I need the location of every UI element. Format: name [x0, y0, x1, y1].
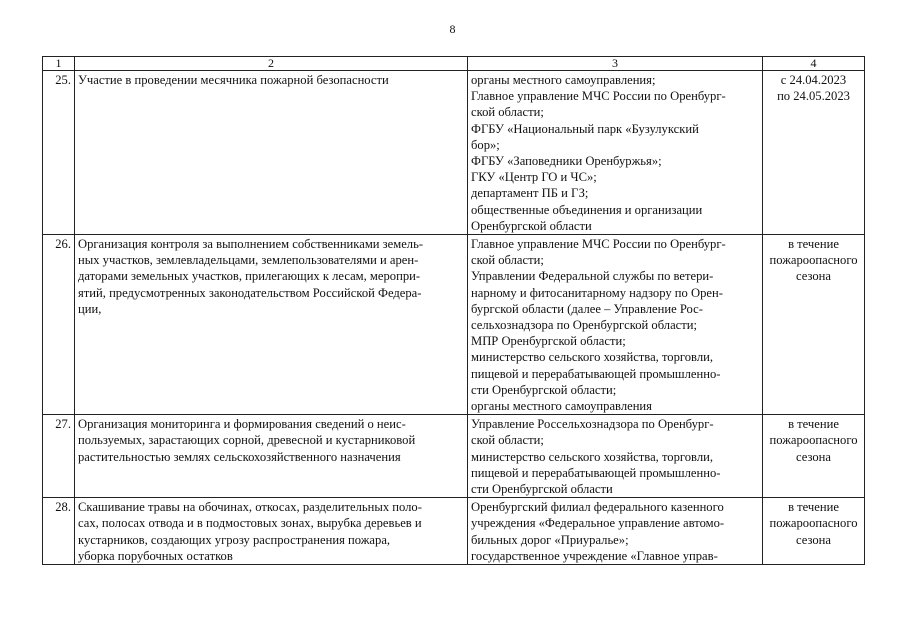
- term-line: по 24.05.2023: [777, 89, 850, 104]
- executor-line: ФГБУ «Национальный парк «Бузулукский: [471, 121, 699, 136]
- executor-line: нарному и фитосанитарному надзору по Орен-: [471, 285, 723, 300]
- term-cell: [763, 71, 865, 235]
- row-number: 27.: [43, 415, 75, 498]
- action-line: пользуемых, зарастающих сорной, древесной и кустарниковой: [78, 433, 416, 448]
- table-body: [43, 71, 865, 565]
- table-row: [43, 415, 865, 498]
- executor-line: министерство сельского хозяйства, торговли,: [471, 449, 714, 464]
- term-line: в течение: [788, 417, 839, 432]
- executor-line: Оренбургский филиал федерального казенного: [471, 500, 724, 515]
- executor-line: департамент ПБ и ГЗ;: [471, 186, 589, 201]
- term-line: сезона: [795, 269, 831, 284]
- executors-cell: [468, 71, 763, 235]
- term-cell: [763, 415, 865, 498]
- row-number: 25.: [43, 71, 75, 235]
- action-line: ции,: [78, 301, 102, 316]
- table-row: [43, 71, 865, 235]
- term-cell: [763, 235, 865, 415]
- executors-cell: [468, 235, 763, 415]
- executor-line: органы местного самоуправления;: [471, 73, 656, 87]
- row-number: 28.: [43, 498, 75, 565]
- term-cell: [763, 498, 865, 565]
- executors-cell: [468, 498, 763, 565]
- term-line: сезона: [795, 532, 831, 547]
- executor-line: ской области;: [471, 253, 544, 268]
- header-cell-3: 3: [468, 57, 763, 71]
- executor-line: Главное управление МЧС России по Оренбург-: [471, 89, 726, 104]
- action-line: уборка порубочных остатков: [78, 548, 233, 563]
- term-line: пожароопасного: [769, 516, 858, 531]
- executor-line: сти Оренбургской области: [471, 482, 613, 497]
- row-number: 26.: [43, 235, 75, 415]
- executor-line: ФГБУ «Заповедники Оренбуржья»;: [471, 154, 662, 169]
- table-row: [43, 498, 865, 565]
- executor-line: сельхознадзора по Оренбургской области;: [471, 318, 698, 333]
- executor-line: бор»;: [471, 137, 500, 152]
- executor-line: учреждения «Федеральное управление автомо-: [471, 516, 725, 531]
- term-line: пожароопасного: [769, 433, 858, 448]
- executor-line: МПР Оренбургской области;: [471, 334, 626, 349]
- executor-line: Управление Россельхознадзора по Оренбург-: [471, 417, 714, 432]
- action-line: даторами земельных участков, прилегающих к лесам, меропри-: [78, 269, 421, 284]
- table-header-row: [43, 57, 865, 71]
- action-cell: [75, 498, 468, 565]
- action-cell: [75, 235, 468, 415]
- executor-line: сти Оренбургской области;: [471, 382, 617, 397]
- executor-line: Главное управление МЧС России по Оренбург-: [471, 237, 726, 252]
- executor-line: общественные объединения и организации: [471, 202, 703, 217]
- executor-line: органы местного самоуправления: [471, 399, 652, 414]
- term-line: с 24.04.2023: [780, 73, 847, 87]
- executor-line: ГКУ «Центр ГО и ЧС»;: [471, 170, 597, 185]
- term-line: пожароопасного: [769, 253, 858, 268]
- action-cell: [75, 71, 468, 235]
- table-row: [43, 235, 865, 415]
- page-number: 8: [449, 22, 456, 36]
- executor-line: ской области;: [471, 433, 544, 448]
- action-line: растительностью землях сельскохозяйственного назначения: [78, 449, 401, 464]
- term-line: в течение: [788, 500, 839, 515]
- action-line: ятий, предусмотренных законодательством Российской Федера-: [78, 285, 422, 300]
- executor-line: пищевой и перерабатывающей промышленно-: [471, 366, 721, 381]
- term-line: в течение: [788, 237, 839, 252]
- executor-line: Управлении Федеральной службы по ветери-: [471, 269, 714, 284]
- term-line: сезона: [795, 449, 831, 464]
- action-line: Организация контроля за выполнением собственниками земель-: [78, 237, 424, 252]
- action-line: ных участков, землевладельцами, землепользователями и арен-: [78, 253, 419, 268]
- action-line: Скашивание травы на обочинах, откосах, разделительных поло-: [78, 500, 422, 515]
- action-line: кустарников, создающих угрозу распространения пожара,: [78, 532, 391, 547]
- measures-table: [42, 56, 865, 565]
- header-cell-1: 1: [43, 57, 75, 71]
- header-cell-4: 4: [763, 57, 865, 71]
- executor-line: Оренбургской области: [471, 218, 592, 233]
- action-cell: [75, 415, 468, 498]
- executor-line: бильных дорог «Приуралье»;: [471, 532, 629, 547]
- executor-line: бургской области (далее – Управление Рос-: [471, 301, 703, 316]
- executor-line: ской области;: [471, 105, 544, 120]
- action-line: Участие в проведении месячника пожарной безопасности: [78, 73, 389, 87]
- action-line: Организация мониторинга и формирования сведений о неис-: [78, 417, 406, 432]
- executor-line: министерство сельского хозяйства, торговли,: [471, 350, 714, 365]
- executors-cell: [468, 415, 763, 498]
- executor-line: государственное учреждение «Главное управ-: [471, 548, 718, 563]
- action-line: сах, полосах отвода и в подмостовых зонах, вырубка деревьев и: [78, 516, 422, 531]
- executor-line: пищевой и перерабатывающей промышленно-: [471, 465, 721, 480]
- header-cell-2: 2: [75, 57, 468, 71]
